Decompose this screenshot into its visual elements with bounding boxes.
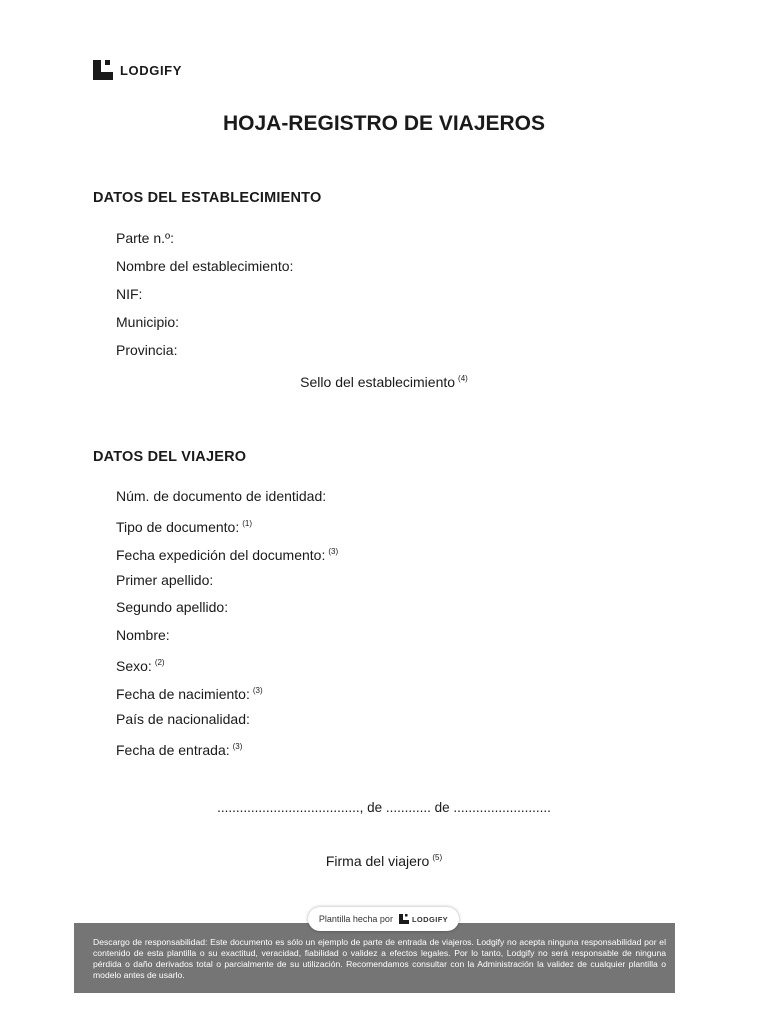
field-label: País de nacionalidad: (116, 711, 250, 727)
field-footnote: (3) (328, 547, 339, 556)
lodgify-mini-logo-icon (399, 914, 409, 924)
signature-label (0, 853, 768, 869)
lodgify-logo (93, 60, 182, 80)
field-segundo-apellido (116, 597, 228, 617)
logo-text: LODGIFY (120, 62, 182, 78)
stamp-label-text: Sello del establecimiento (300, 374, 456, 390)
lodgify-logo-icon (93, 60, 113, 80)
field-nombre (116, 625, 170, 645)
field-fecha-entrada (116, 737, 242, 757)
field-fecha-expedicion (116, 542, 338, 562)
field-label: Nombre: (116, 627, 170, 643)
field-label: Sexo: (116, 658, 152, 674)
date-line: ......................................, de ............ de .......................... (217, 800, 551, 815)
field-footnote: (3) (252, 686, 263, 695)
field-label: Segundo apellido: (116, 599, 229, 615)
field-documento-identidad (116, 486, 326, 506)
field-nombre-establecimiento: Nombre del establecimiento: (116, 258, 294, 274)
signature-label-text: Firma del viajero (325, 853, 430, 869)
disclaimer-text: Descargo de responsabilidad: Este documento es sólo un ejemplo de parte de entrada de viajeros. Lodgify no acepta ninguna responsabilidad por el contenido de esta plantilla o su exactitud, veracidad, fiabilidad o validez a efectos legales. Por lo tanto, Lodgify no será responsable de ninguna pérdida o daño derivados total o parcialmente de su utilización. Recomendamos consultar con la Administración la validez de cualquier plantilla o modelo antes de usarlo. (93, 937, 666, 980)
field-label: Fecha de entrada: (116, 742, 230, 758)
field-primer-apellido (116, 570, 213, 590)
page-title: HOJA-REGISTRO DE VIAJEROS (222, 112, 546, 135)
section-title-traveler: DATOS DEL VIAJERO (93, 449, 247, 465)
field-pais-nacionalidad (116, 709, 250, 729)
section-title-establishment: DATOS DEL ESTABLECIMIENTO (93, 190, 322, 206)
made-by-brand: LODGIFY (411, 914, 449, 924)
field-parte-numero: Parte n.º: (116, 230, 175, 246)
field-fecha-nacimiento (116, 681, 263, 701)
field-label: Núm. de documento de identidad: (116, 488, 327, 504)
stamp-footnote: (4) (458, 374, 468, 383)
disclaimer-box (74, 923, 675, 993)
field-label: Tipo de documento: (116, 519, 240, 535)
field-sexo (116, 653, 165, 673)
signature-footnote: (5) (432, 853, 443, 862)
field-footnote: (1) (242, 519, 253, 528)
field-nif: NIF: (116, 286, 143, 302)
field-label: Fecha de nacimiento: (116, 686, 250, 702)
field-footnote: (2) (154, 658, 165, 667)
field-municipio: Municipio: (116, 314, 180, 330)
field-provincia: Provincia: (116, 342, 178, 358)
stamp-label (0, 374, 768, 390)
field-label: Primer apellido: (116, 572, 214, 588)
field-label: Fecha expedición del documento: (116, 547, 326, 563)
made-by-badge (308, 907, 459, 931)
made-by-text: Plantilla hecha por (318, 914, 393, 924)
field-tipo-documento (116, 514, 252, 534)
field-footnote: (3) (232, 742, 243, 751)
